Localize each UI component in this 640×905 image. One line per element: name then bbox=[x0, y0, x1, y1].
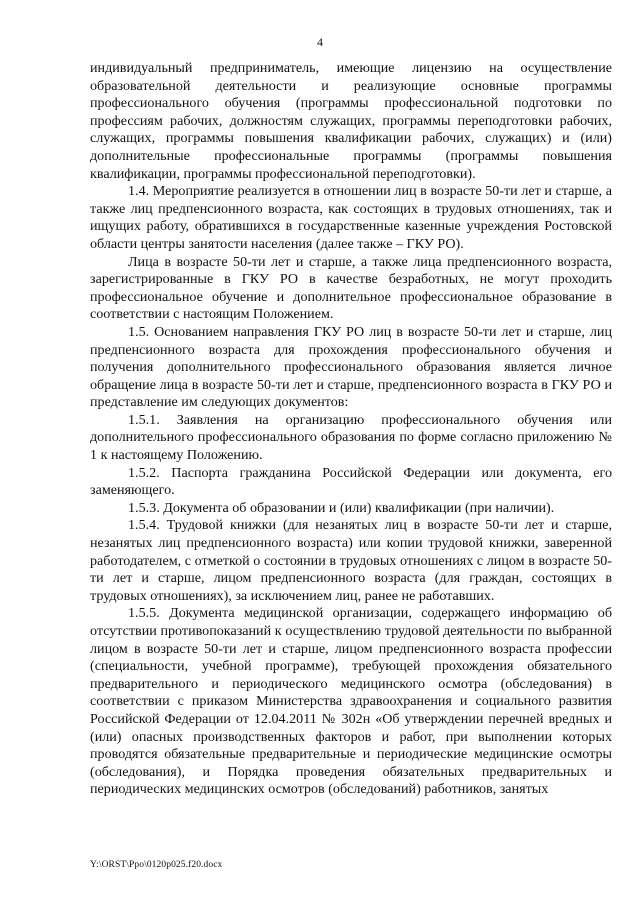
paragraph-1-5-2: 1.5.2. Паспорта гражданина Российской Федерации или документа, его заменяющего. bbox=[90, 464, 612, 499]
footer-file-path: Y:\ORST\Ppo\0120p025.f20.docx bbox=[90, 860, 223, 870]
paragraph-1-5: 1.5. Основанием направления ГКУ РО лиц в возрасте 50-ти лет и старше, лиц предпенсионного возраста для прохождения профессионального обучения и получения дополнительного профессионального образования является личное обращение лица в возрасте 50-ти лет и старше, предпенсионного возраста в ГКУ РО и представление им следующих документов: bbox=[90, 323, 612, 411]
paragraph-1-4: 1.4. Мероприятие реализуется в отношении лиц в возрасте 50-ти лет и старше, а также лиц предпенсионного возраста, как состоящих в трудовых отношениях, так и ищущих работу, обратившихся в государственные казенные учреждения Ростовской области центры занятости населения (далее также – ГКУ РО). bbox=[90, 183, 612, 252]
page-number: 4 bbox=[317, 35, 323, 49]
document-body bbox=[90, 60, 612, 799]
paragraph-1-5-1: 1.5.1. Заявления на организацию профессионального обучения или дополнительного профессионального образования по форме согласно приложению № 1 к настоящему Положению. bbox=[90, 411, 612, 464]
paragraph-1-5-3: 1.5.3. Документа об образовании и (или) квалификации (при наличии). bbox=[128, 499, 555, 516]
paragraph-1-5-5: 1.5.5. Документа медицинской организации, содержащего информацию об отсутствии противопоказаний к осуществлению трудовой деятельности по выбранной лицом в возрасте 50-ти лет и старше, лицом предпенсионного возраста профессии (специальности, учебной программе), требующей прохождения обязательного предварительного и периодического медицинского осмотра (обследования) в соответствии с приказом Министерства здравоохранения и социального развития Российской Федерации от 12.04.2011 № 302н «Об утверждении перечней вредных и (или) опасных производственных факторов и работ, при выполнении которых проводятся обязательные предварительные и периодические медицинские осмотры (обследования), и Порядка проведения обязательных предварительных и периодических медицинских осмотров (обследований) работников, занятых bbox=[90, 605, 612, 798]
paragraph-continuation: индивидуальный предприниматель, имеющие лицензию на осуществление образовательной деятельности и реализующие основные программы профессионального обучения (программы профессиональной подготовки по профессиям рабочих, должностям служащих, программы переподготовки рабочих, служащих, программы повышения квалификации рабочих, служащих) и (или) дополнительные профессиональные программы (программы повышения квалификации, программы профессиональной переподготовки). bbox=[90, 60, 612, 182]
paragraph-1-5-4: 1.5.4. Трудовой книжки (для незанятых лиц в возрасте 50-ти лет и старше, незанятых лиц предпенсионного возраста) или копии трудовой книжки, заверенной работодателем, с отметкой о состоянии в трудовых отношениях с лицом в возрасте 50-ти лет и старше, лицом предпенсионного возраста (для граждан, состоящих в трудовых отношениях), за исключением лиц, ранее не работавших. bbox=[90, 517, 612, 604]
paragraph-unemployed-restriction: Лица в возрасте 50-ти лет и старше, а также лица предпенсионного возраста, зарегистрированные в ГКУ РО в качестве безработных, не могут проходить профессиональное обучение и дополнительное профессиональное образование в соответствии с настоящим Положением. bbox=[90, 253, 612, 323]
